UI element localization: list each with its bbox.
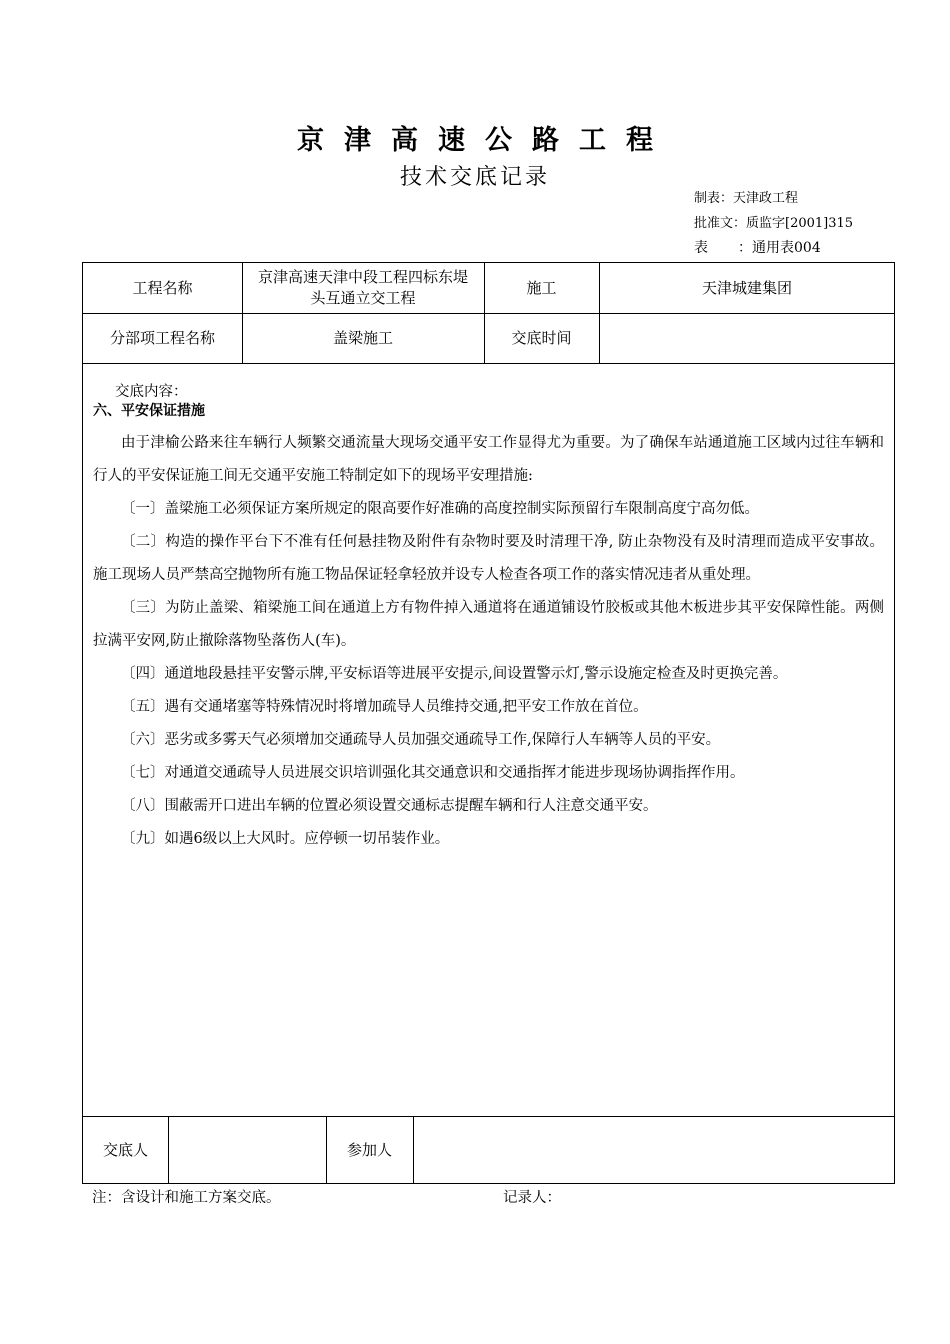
measure-item: 〔二〕构造的操作平台下不准有任何悬挂物及附件有杂物时要及时清理干净, 防止杂物没有及时清理而造成平安事故。施工现场人员严禁高空抛物所有施工物品保证轻拿轻放并设专人检查各项工作的落实情况违者从重处理。 xyxy=(93,534,884,583)
measure-item: 〔五〕遇有交通堵塞等特殊情况时将增加疏导人员维持交通,把平安工作放在首位。 xyxy=(121,699,648,715)
sub-project-label: 分部项工程名称 xyxy=(109,328,215,347)
disclosure-content xyxy=(93,383,884,856)
measure-item: 〔六〕恶劣或多雾天气必须增加交通疏导人员加强交通疏导工作,保障行人车辆等人员的平安。 xyxy=(121,732,721,748)
project-name-value: 京津高速天津中段工程四标东堤头互通立交工程 xyxy=(257,268,468,307)
measure-item: 〔九〕如遇6级以上大风时。应停顿一切吊装作业。 xyxy=(121,831,450,847)
row-divider xyxy=(83,363,894,364)
recorder-label: 记录人： xyxy=(503,1190,561,1206)
disclosure-table xyxy=(82,262,895,1184)
project-name-label: 工程名称 xyxy=(132,278,193,297)
sub-project-value: 盖梁施工 xyxy=(332,328,393,347)
measure-item: 〔七〕对通道交通疏导人员进展交识培训强化其交通意识和交通指挥才能进步现场协调指挥作用。 xyxy=(121,765,745,781)
document-subtitle: 技术交底记录 xyxy=(399,165,550,190)
construction-label: 施工 xyxy=(526,278,557,297)
form-label: 表 xyxy=(694,240,708,256)
presenter-label: 交底人 xyxy=(102,1140,148,1159)
document-title: 京津高速公路工程 xyxy=(297,125,673,156)
footnote: 注：含设计和施工方案交底。 xyxy=(92,1190,281,1206)
lead-paragraph: 由于津榆公路来往车辆行人频繁交通流量大现场交通平安工作显得尤为重要。为了确保车站通道施工区域内过往车辆和行人的平安保证施工间无交通平安施工特制定如下的现场平安理措施: xyxy=(93,435,884,484)
measure-item: 〔八〕围蔽需开口进出车辆的位置必须设置交通标志提醒车辆和行人注意交通平安。 xyxy=(121,798,658,814)
measure-item: 〔一〕盖梁施工必须保证方案所规定的限高要作好准确的高度控制实际预留行车限制高度宁高勿低。 xyxy=(121,501,759,517)
participant-label: 参加人 xyxy=(346,1140,392,1159)
form-number xyxy=(694,240,821,256)
date-label: 交底时间 xyxy=(511,328,572,347)
form-maker: 制表：天津政工程 xyxy=(694,191,799,206)
participant-value xyxy=(413,1116,895,1184)
content-intro: 交底内容： xyxy=(115,384,188,400)
presenter-value xyxy=(168,1116,326,1184)
measure-item: 〔四〕通道地段悬挂平安警示牌,平安标语等进展平安提示,间设置警示灯,警示设施定检查及时更换完善。 xyxy=(121,666,788,682)
form-number-value: ：通用表004 xyxy=(738,240,821,256)
measure-item: 〔三〕为防止盖梁、箱梁施工间在通道上方有物件掉入通道将在通道铺设竹胶板或其他木板进步其平安保障性能。两侧拉满平安网,防止撤除落物坠落伤人(车)。 xyxy=(93,600,884,649)
date-value xyxy=(599,313,895,363)
approval-number: 批准文：质监字[2001]315 xyxy=(694,216,854,231)
section-title: 六、平安保证措施 xyxy=(93,403,205,419)
construction-value: 天津城建集团 xyxy=(701,278,792,297)
